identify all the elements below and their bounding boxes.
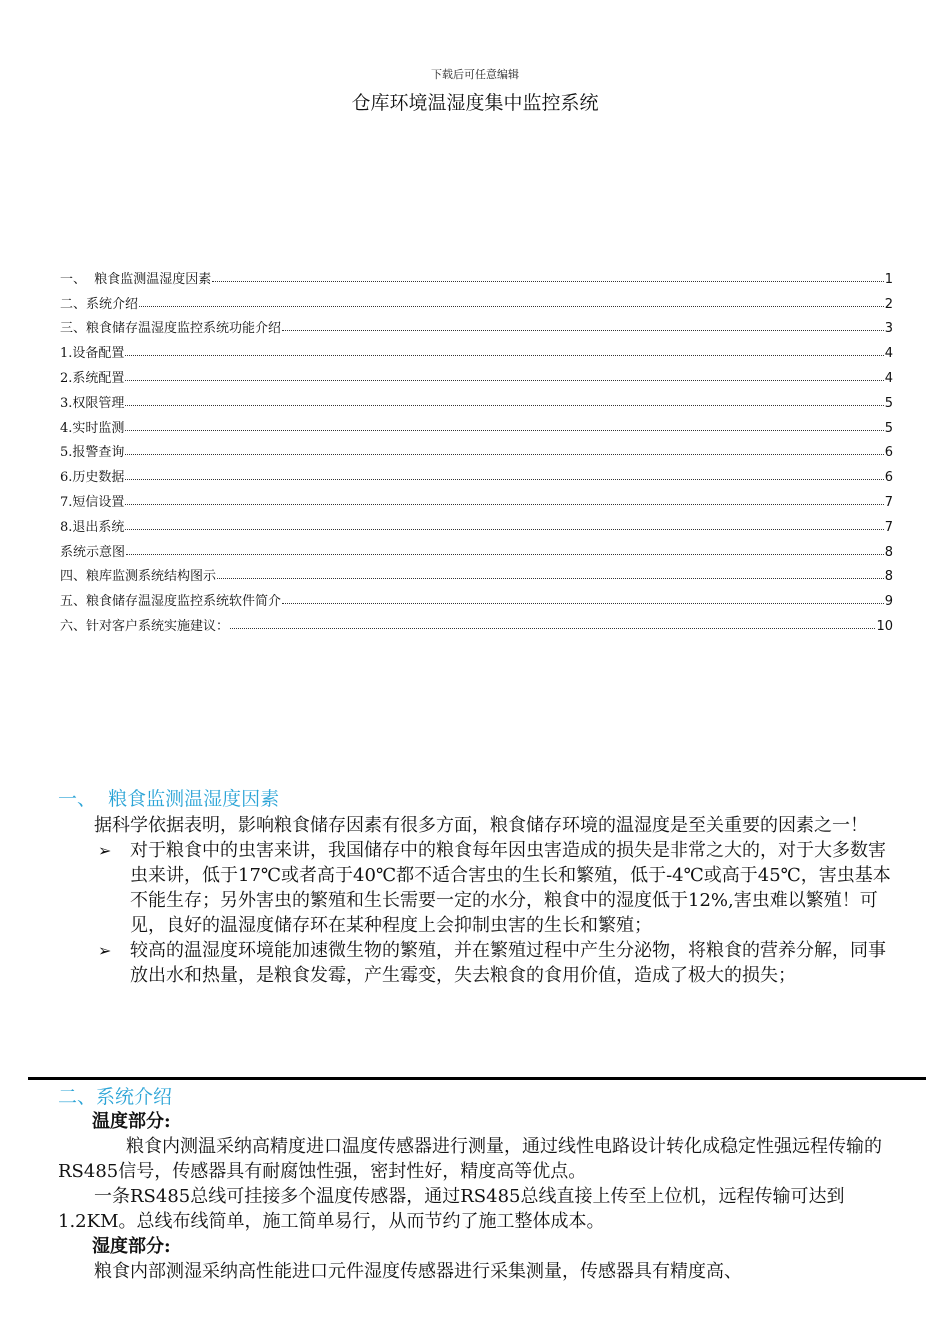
document-title: 仓库环境温湿度集中监控系统: [351, 92, 599, 114]
section-1-heading: 一、 粮食监测温湿度因素: [58, 788, 280, 810]
toc-entry-page: 7: [884, 494, 893, 510]
toc-entry-page: 9: [884, 594, 893, 610]
bullet-text: 对于粮食中的虫害来讲，我国储存中的粮食每年因虫害造成的损失是非常之大的，对于大多数害虫来讲，低于17℃或者高于40℃都不适合害虫的生长和繁殖，低于-4℃或高于45℃，害虫基本不能生存；另外害虫的繁殖和生长需要一定的水分，粮食中的湿度低于12%,害虫难以繁殖！可见，良好的温湿度储存环在某种程度上会抑制虫害的生长和繁殖；: [130, 840, 891, 936]
toc-entry-page: 5: [884, 395, 893, 411]
temperature-paragraph-1: 粮食内测温采纳高精度进口温度传感器进行测量，通过线性电路设计转化成稳定性强远程传输的RS485信号，传感器具有耐腐蚀性强，密封性好，精度高等优点。: [58, 1136, 882, 1182]
toc-entry-title: 1.设备配置: [60, 346, 125, 362]
toc-leader-dots: [125, 504, 883, 505]
toc-leader-dots: [230, 628, 875, 629]
section-1: [58, 784, 893, 988]
arrow-bullet-icon: ➢: [98, 941, 112, 960]
toc-entry[interactable]: [60, 411, 893, 436]
temperature-paragraph-2: 一条RS485总线可挂接多个温度传感器，通过RS485总线直接上传至上位机，远程传输可达到1.2KM。总线布线简单，施工简单易行，从而节约了施工整体成本。: [58, 1186, 845, 1232]
toc-entry-title: 五、粮食储存温湿度监控系统软件简介: [60, 594, 282, 610]
section-1-intro: 据科学依据表明，影响粮食储存因素有很多方面，粮食储存环境的温湿度是至关重要的因素之一！: [94, 815, 868, 836]
toc-entry[interactable]: [60, 560, 893, 585]
section-2: [58, 1082, 893, 1284]
toc-entry[interactable]: [60, 262, 893, 287]
humidity-subheading: 湿度部分:: [92, 1236, 171, 1257]
toc-entry-page: 3: [884, 321, 893, 337]
toc-entry[interactable]: [60, 510, 893, 535]
table-of-contents: [60, 262, 893, 634]
toc-entry-title: 8.退出系统: [60, 519, 125, 535]
toc-entry[interactable]: [60, 609, 893, 634]
toc-entry-title: 4.实时监测: [60, 420, 125, 436]
toc-entry[interactable]: [60, 361, 893, 386]
toc-entry-title: 7.短信设置: [60, 494, 125, 510]
section-divider: [28, 1077, 926, 1080]
toc-entry-title: 6.历史数据: [60, 470, 125, 486]
section-2-heading: 二、系统介绍: [58, 1086, 173, 1108]
section-1-bullet: [58, 938, 893, 988]
toc-leader-dots: [125, 430, 883, 431]
toc-entry-page: 10: [876, 618, 893, 634]
toc-entry-page: 4: [884, 370, 893, 386]
toc-leader-dots: [125, 405, 883, 406]
toc-entry[interactable]: [60, 312, 893, 337]
toc-leader-dots: [217, 578, 884, 579]
arrow-bullet-icon: ➢: [98, 841, 112, 860]
toc-entry-title: 三、粮食储存温湿度监控系统功能介绍: [60, 321, 282, 337]
toc-leader-dots: [125, 529, 883, 530]
toc-entry[interactable]: [60, 535, 893, 560]
toc-entry-page: 6: [884, 445, 893, 461]
toc-entry[interactable]: [60, 287, 893, 312]
toc-leader-dots: [125, 479, 883, 480]
toc-entry-title: 3.权限管理: [60, 395, 125, 411]
toc-leader-dots: [212, 281, 883, 282]
humidity-paragraph-1: 粮食内部测湿采纳高性能进口元件湿度传感器进行采集测量，传感器具有精度高、: [94, 1261, 742, 1282]
section-1-bullet: [58, 838, 893, 938]
toc-entry[interactable]: [60, 460, 893, 485]
toc-entry[interactable]: [60, 386, 893, 411]
bullet-text: 较高的温湿度环境能加速微生物的繁殖，并在繁殖过程中产生分泌物，将粮食的营养分解，同事放出水和热量，是粮食发霉，产生霉变，失去粮食的食用价值，造成了极大的损失；: [130, 940, 886, 986]
toc-entry[interactable]: [60, 584, 893, 609]
toc-entry[interactable]: [60, 485, 893, 510]
temperature-subheading: 温度部分:: [92, 1111, 171, 1132]
toc-entry-page: 1: [884, 271, 893, 287]
toc-entry-page: 8: [884, 569, 893, 585]
toc-entry-title: 四、粮库监测系统结构图示: [60, 569, 217, 585]
toc-entry-title: 5.报警查询: [60, 445, 125, 461]
toc-leader-dots: [125, 355, 883, 356]
toc-leader-dots: [139, 306, 884, 307]
toc-leader-dots: [125, 380, 883, 381]
toc-leader-dots: [126, 554, 884, 555]
toc-entry-page: 5: [884, 420, 893, 436]
header-note: 下载后可任意编辑: [431, 68, 519, 81]
toc-entry-title: 2.系统配置: [60, 370, 125, 386]
toc-entry-page: 6: [884, 470, 893, 486]
toc-entry-page: 8: [884, 544, 893, 560]
toc-entry-page: 7: [884, 519, 893, 535]
toc-entry-page: 2: [884, 296, 893, 312]
toc-entry-title: 六、针对客户系统实施建议：: [60, 618, 230, 634]
toc-entry-title: 一、 粮食监测温湿度因素: [60, 271, 212, 287]
toc-leader-dots: [125, 454, 883, 455]
toc-entry[interactable]: [60, 336, 893, 361]
toc-entry-page: 4: [884, 346, 893, 362]
toc-entry[interactable]: [60, 436, 893, 461]
toc-leader-dots: [282, 330, 884, 331]
toc-entry-title: 二、系统介绍: [60, 296, 139, 312]
toc-entry-title: 系统示意图: [60, 544, 126, 560]
toc-leader-dots: [282, 603, 884, 604]
